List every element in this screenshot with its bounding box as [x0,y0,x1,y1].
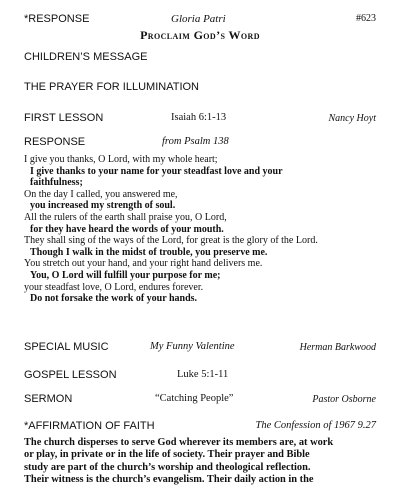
psalm-line: your steadfast love, O Lord, endures forever. [24,281,204,293]
special-music-performer: Herman Barkwood [299,342,376,353]
psalm-line: I give thanks to your name for your steadfast love and your [30,165,283,177]
sermon-heading: SERMON [24,393,73,405]
first-lesson-reader: Nancy Hoyt [328,113,376,124]
affirmation-line: The church disperses to serve God wherever its members are, at work [24,437,334,448]
affirmation-heading: *AFFIRMATION OF FAITH [24,420,155,432]
psalm-line: You stretch out your hand, and your right hand delivers me. [24,258,263,270]
affirmation-text [24,437,394,487]
gloria-patri-title: Gloria Patri [171,13,226,25]
affirmation-line: Their witness is the church’s evangelism. Their daily action in the [24,474,314,486]
response-psalm-heading: RESPONSE [24,136,86,148]
psalm-line: faithfulness; [30,177,83,189]
affirmation-line: study are part of the church’s worship and theological reflection. [24,461,311,473]
psalm-line: They shall sing of the ways of the Lord, for great is the glory of the Lord. [24,235,318,247]
first-lesson-reference: Isaiah 6:1-13 [171,112,227,123]
psalm-source: from Psalm 138 [162,136,229,147]
psalm-line: Though I walk in the midst of trouble, you preserve me. [30,246,268,258]
gospel-lesson-heading: GOSPEL LESSON [24,369,117,381]
response-heading: *RESPONSE [24,13,90,25]
gospel-lesson-reference: Luke 5:1-11 [177,369,229,380]
section-title: Proclaim God’s Word [140,28,260,42]
psalm-line: On the day I called, you answered me, [24,188,178,200]
psalm-line: for they have heard the words of your mouth. [30,223,224,235]
sermon-preacher: Pastor Osborne [312,394,376,405]
psalm-line: I give you thanks, O Lord, with my whole heart; [24,154,218,165]
psalm-line: you increased my strength of soul. [30,200,176,212]
prayer-illumination-heading: THE PRAYER FOR ILLUMINATION [24,81,200,93]
special-music-heading: SPECIAL MUSIC [24,341,109,353]
psalm-line: Do not forsake the work of your hands. [30,293,198,305]
affirmation-source: The Confession of 1967 9.27 [255,420,376,431]
affirmation-line: or play, in private or in the life of society. Their prayer and Bible [24,449,310,461]
first-lesson-heading: FIRST LESSON [24,112,104,124]
hymn-number: #623 [356,13,376,24]
childrens-message-heading: CHILDREN’S MESSAGE [24,51,148,63]
psalm-line: You, O Lord will fulfill your purpose for me; [30,269,221,281]
psalm-line: All the rulers of the earth shall praise you, O Lord, [24,211,227,223]
special-music-title: My Funny Valentine [150,341,235,352]
psalm-responsive-reading [24,154,396,305]
sermon-title: “Catching People” [155,393,234,404]
